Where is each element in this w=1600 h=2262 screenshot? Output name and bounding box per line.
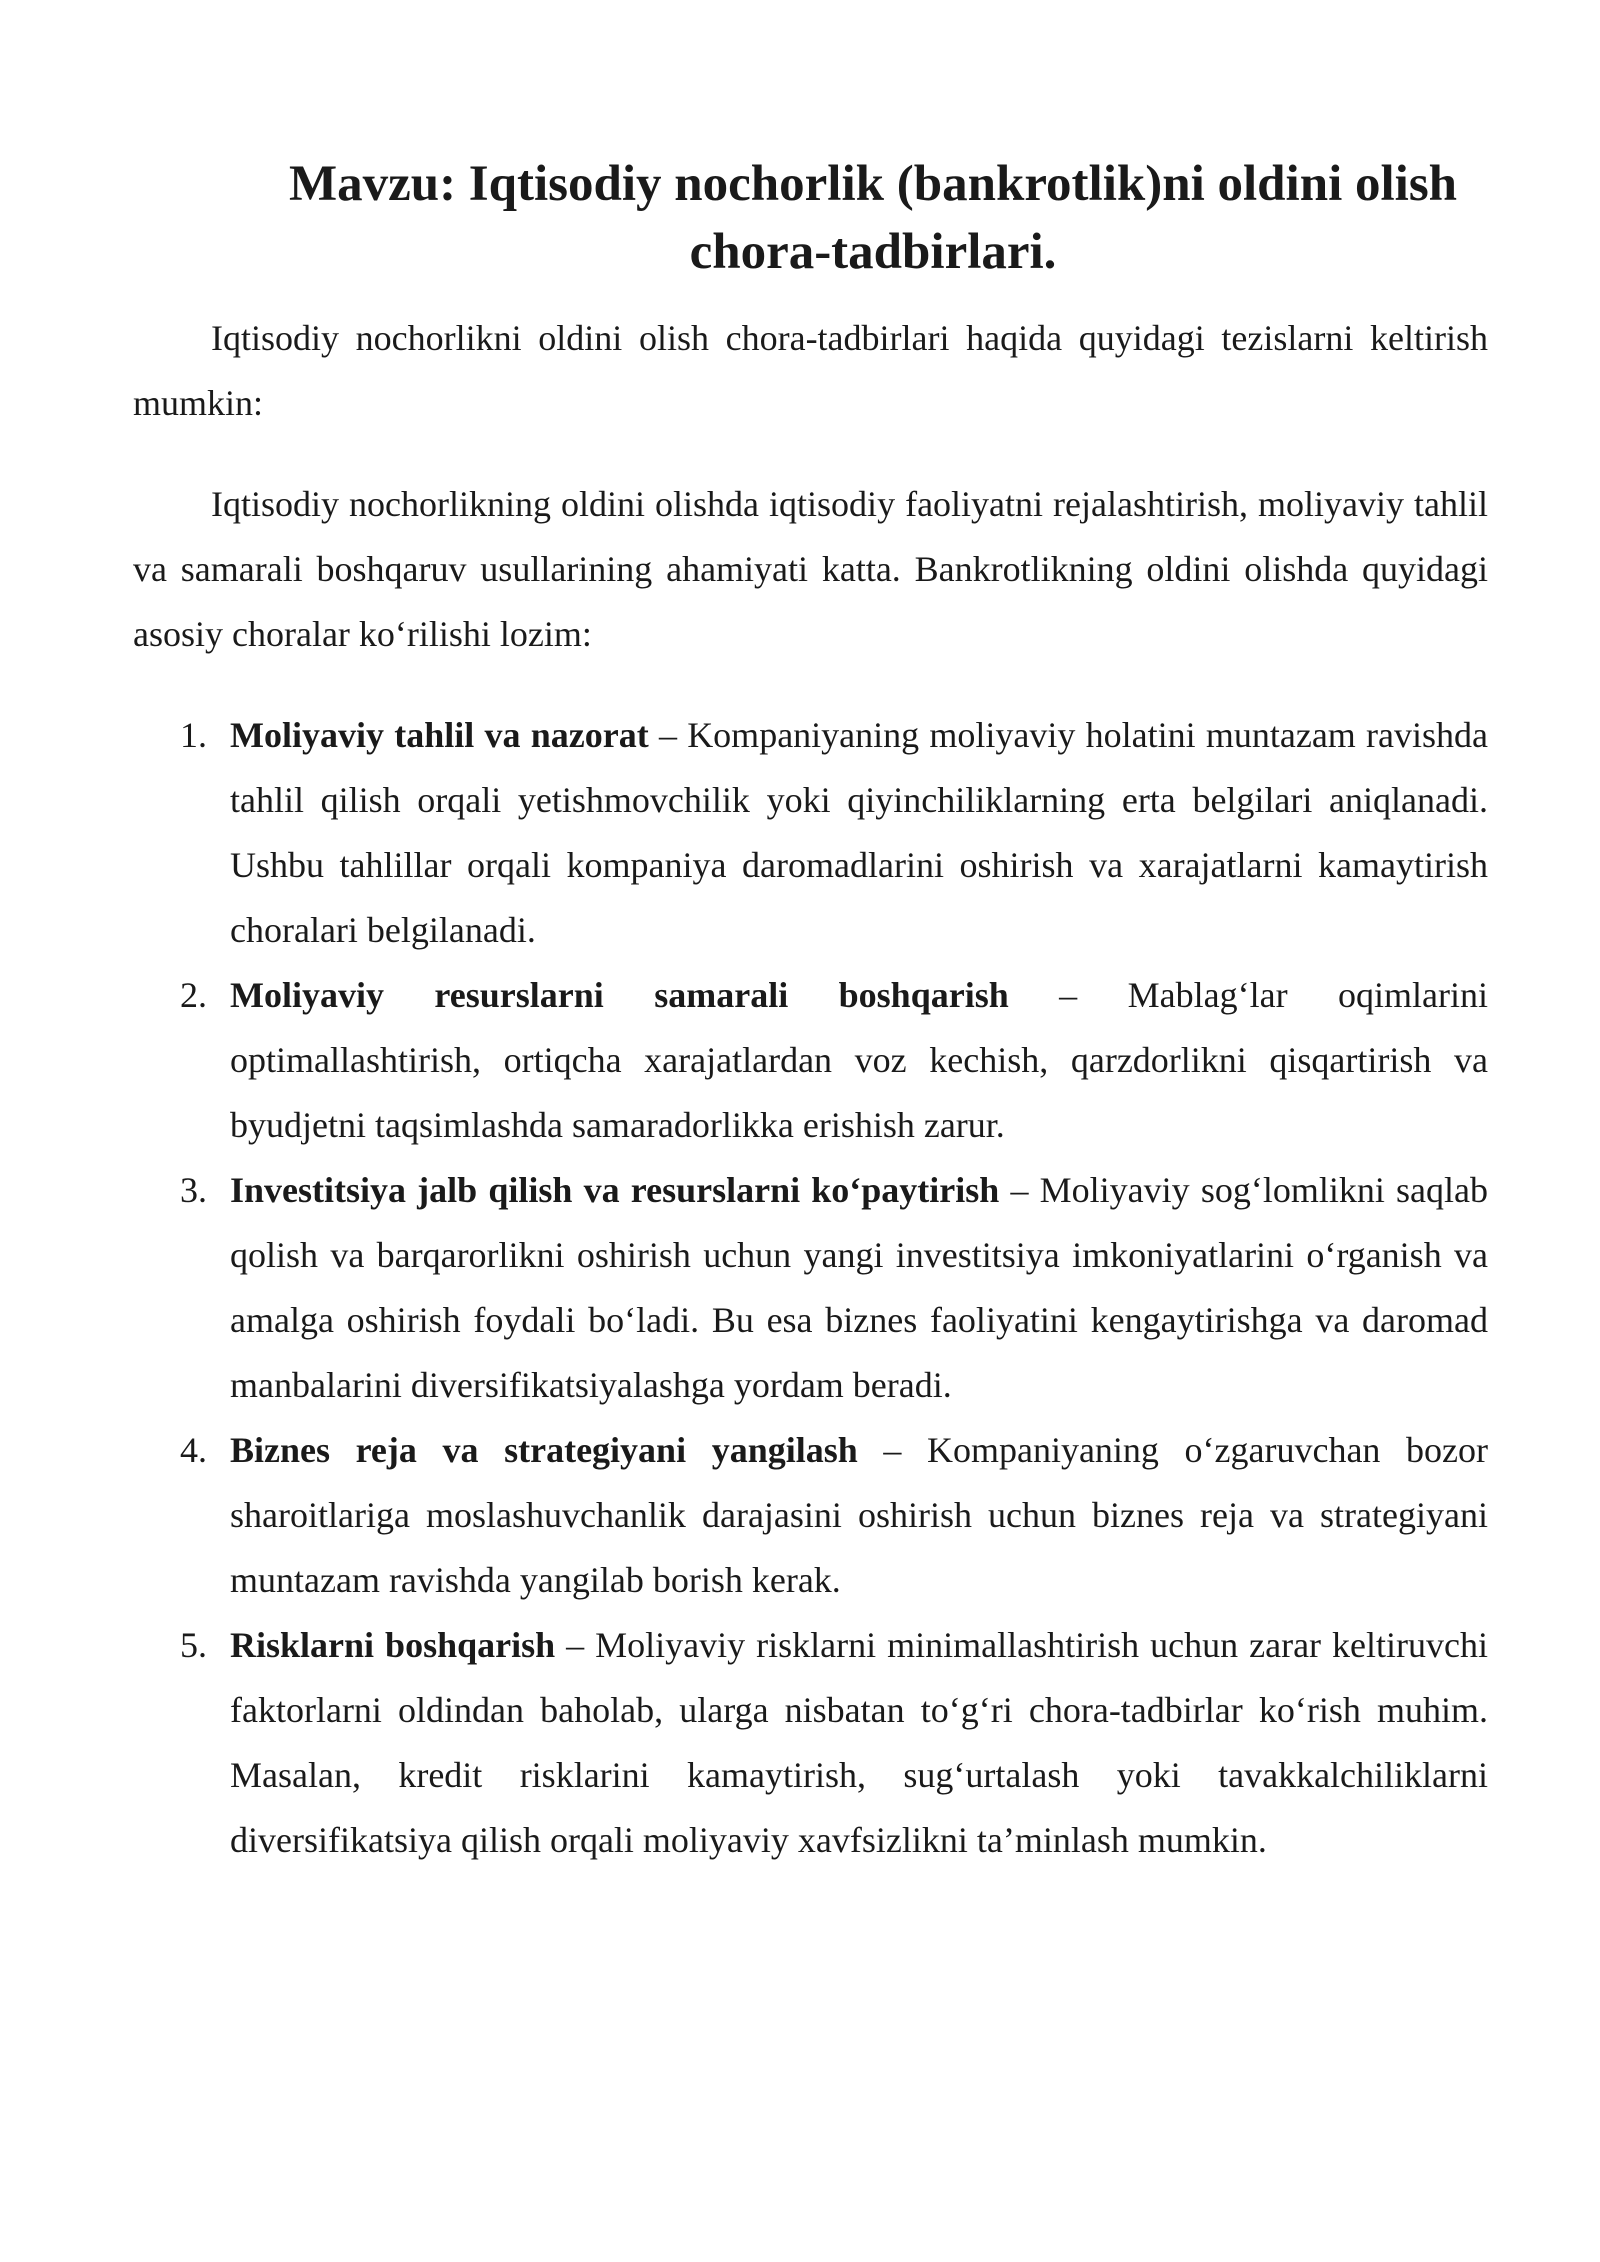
list-item-text: – Kompaniyaning moliyaviy holatini muntazam ravishda tahlil qilish orqali yetishmovchilik yoki qiyinchiliklarning erta belgilari aniqlanadi. Ushbu tahlillar orqali kompaniya daromadlarini oshirish va xarajatlarni kamaytirish choralari belgilanadi. [230, 715, 1488, 950]
list-item-term: Biznes reja va strategiyani yangilash [230, 1430, 858, 1470]
list-item [133, 1613, 1488, 1873]
body-paragraph: Iqtisodiy nochorlikning oldini olishda iqtisodiy faoliyatni rejalashtirish, moliyaviy tahlil va samarali boshqaruv usullarining ahamiyati katta. Bankrotlikning oldini olishda quyidagi asosiy choralar ko‘rilishi lozim: [133, 484, 1488, 654]
list-item-text: – Kompaniyaning o‘zgaruvchan bozor sharoitlariga moslashuvchanlik darajasini oshirish uchun biznes reja va strategiyani muntazam ravishda yangilab borish kerak. [230, 1430, 1488, 1600]
list-item-text: – Mablag‘lar oqimlarini optimallashtirish, ortiqcha xarajatlardan voz kechish, qarzdorlikni qisqartirish va byudjetni taqsimlashda samaradorlikka erishish zarur. [230, 975, 1488, 1145]
list-item-term: Moliyaviy tahlil va nazorat [230, 715, 649, 755]
page-title [133, 150, 1488, 286]
list-item [133, 703, 1488, 963]
measures-list [133, 703, 1488, 1873]
list-item-number: 5. [180, 1625, 207, 1665]
intro-paragraph: Iqtisodiy nochorlikni oldini olish chora-tadbirlari haqida quyidagi tezislarni keltirish mumkin: [133, 318, 1488, 423]
list-item-term: Risklarni boshqarish [230, 1625, 556, 1665]
title-line-2: chora-tadbirlari. [689, 224, 1057, 280]
list-item [133, 1418, 1488, 1613]
document-page [133, 0, 1488, 1873]
list-item-number: 2. [180, 975, 207, 1015]
title-line-1: Mavzu: Iqtisodiy nochorlik (bankrotlik)ni oldini olish [288, 156, 1458, 212]
list-item-term: Moliyaviy resurslarni samarali boshqarish [230, 975, 1009, 1015]
list-item-text: – Moliyaviy sog‘lomlikni saqlab qolish va barqarorlikni oshirish uchun yangi investitsiya imkoniyatlarini o‘rganish va amalga oshirish foydali bo‘ladi. Bu esa biznes faoliyatini kengaytirishga va daromad manbalarini diversifikatsiyalashga yordam beradi. [230, 1170, 1488, 1405]
list-item [133, 963, 1488, 1158]
list-item [133, 1158, 1488, 1418]
list-item-number: 4. [180, 1430, 207, 1470]
list-item-term: Investitsiya jalb qilish va resurslarni ko‘paytirish [230, 1170, 1000, 1210]
list-item-text: – Moliyaviy risklarni minimallashtirish uchun zarar keltiruvchi faktorlarni oldindan baholab, ularga nisbatan to‘g‘ri chora-tadbirlar ko‘rish muhim. Masalan, kredit risklarini kamaytirish, sug‘urtalash yoki tavakkalchiliklarni diversifikatsiya qilish orqali moliyaviy xavfsizlikni ta’minlash mumkin. [230, 1625, 1488, 1860]
list-item-number: 1. [180, 715, 207, 755]
list-item-number: 3. [180, 1170, 207, 1210]
